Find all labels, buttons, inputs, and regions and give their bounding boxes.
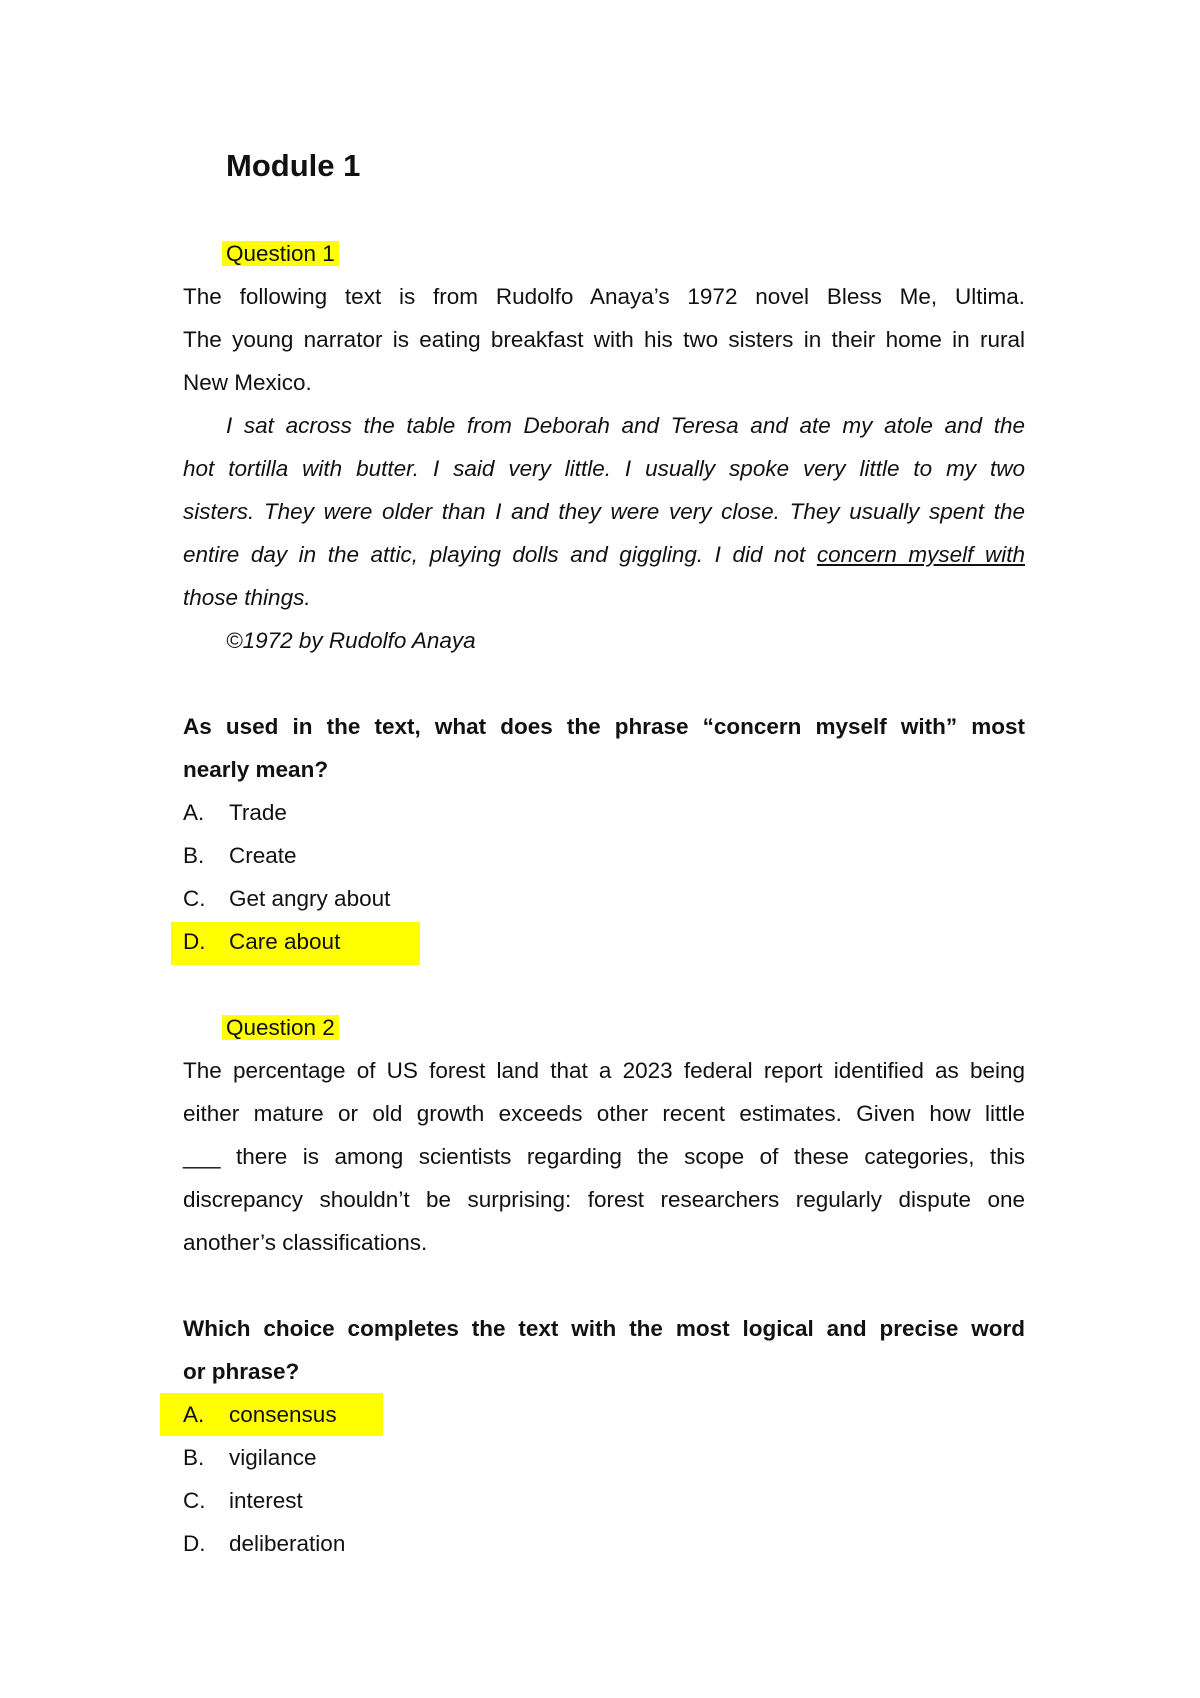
q1-passage-line: hot tortilla with butter. I said very little. I usually spoke very little to my two bbox=[183, 456, 1025, 481]
question-2-label-row bbox=[226, 1006, 1025, 1049]
question-2-label: Question 2 bbox=[222, 1015, 339, 1040]
option-letter: C. bbox=[183, 1488, 206, 1513]
option-text: consensus bbox=[229, 1402, 337, 1427]
q2-option-d bbox=[183, 1522, 1025, 1565]
q2-passage-line: either mature or old growth exceeds other recent estimates. Given how little bbox=[183, 1101, 1025, 1126]
q1-prompt-line: As used in the text, what does the phrase “concern myself with” most bbox=[183, 714, 1025, 739]
q1-underlined-phrase: concern myself with bbox=[816, 542, 1025, 567]
option-letter: C. bbox=[183, 886, 206, 911]
q1-passage-line bbox=[183, 533, 1025, 576]
option-letter: A. bbox=[183, 1402, 205, 1427]
q2-option-c bbox=[183, 1479, 1025, 1522]
q1-intro-line: New Mexico. bbox=[183, 370, 312, 395]
q1-passage-line: I sat across the table from Deborah and Teresa and ate my atole and the bbox=[226, 413, 1025, 438]
q1-passage-line: those things. bbox=[183, 585, 311, 610]
option-text: Get angry about bbox=[229, 886, 391, 911]
q1-intro-line: The young narrator is eating breakfast with his two sisters in their home in rural bbox=[183, 327, 1025, 352]
q1-option-a bbox=[183, 791, 1025, 834]
option-letter: B. bbox=[183, 843, 205, 868]
option-letter: D. bbox=[183, 1531, 206, 1556]
option-text: interest bbox=[229, 1488, 303, 1513]
module-title: Module 1 bbox=[226, 148, 361, 183]
option-text: Create bbox=[229, 843, 297, 868]
option-letter: A. bbox=[183, 800, 205, 825]
q1-passage-text: entire day in the attic, playing dolls and giggling. I did not bbox=[183, 542, 817, 567]
q2-option-a bbox=[183, 1393, 1025, 1436]
q1-option-c bbox=[183, 877, 1025, 920]
question-1-label-row bbox=[226, 232, 1025, 275]
q2-option-b bbox=[183, 1436, 1025, 1479]
option-text: Trade bbox=[229, 800, 287, 825]
option-letter: D. bbox=[183, 929, 206, 954]
q1-option-d bbox=[183, 920, 1025, 963]
q2-passage-line: ___ there is among scientists regarding the scope of these categories, this bbox=[183, 1144, 1025, 1169]
option-text: Care about bbox=[229, 929, 341, 954]
q2-passage-line: discrepancy shouldn’t be surprising: forest researchers regularly dispute one bbox=[183, 1187, 1025, 1212]
q2-passage-line: The percentage of US forest land that a 2023 federal report identified as being bbox=[183, 1058, 1025, 1083]
q2-passage-line: another’s classifications. bbox=[183, 1230, 428, 1255]
option-text: vigilance bbox=[229, 1445, 317, 1470]
q1-prompt-line: nearly mean? bbox=[183, 757, 329, 782]
option-text: deliberation bbox=[229, 1531, 346, 1556]
q2-prompt-line: or phrase? bbox=[183, 1359, 300, 1384]
q2-prompt-line: Which choice completes the text with the most logical and precise word bbox=[183, 1316, 1025, 1341]
q1-copyright: ©1972 by Rudolfo Anaya bbox=[226, 628, 476, 653]
option-letter: B. bbox=[183, 1445, 205, 1470]
q1-intro-line: The following text is from Rudolfo Anaya’s 1972 novel Bless Me, Ultima. bbox=[183, 284, 1025, 309]
q1-passage-line: sisters. They were older than I and they were very close. They usually spent the bbox=[183, 499, 1025, 524]
question-1-label: Question 1 bbox=[222, 241, 339, 266]
q1-option-b bbox=[183, 834, 1025, 877]
